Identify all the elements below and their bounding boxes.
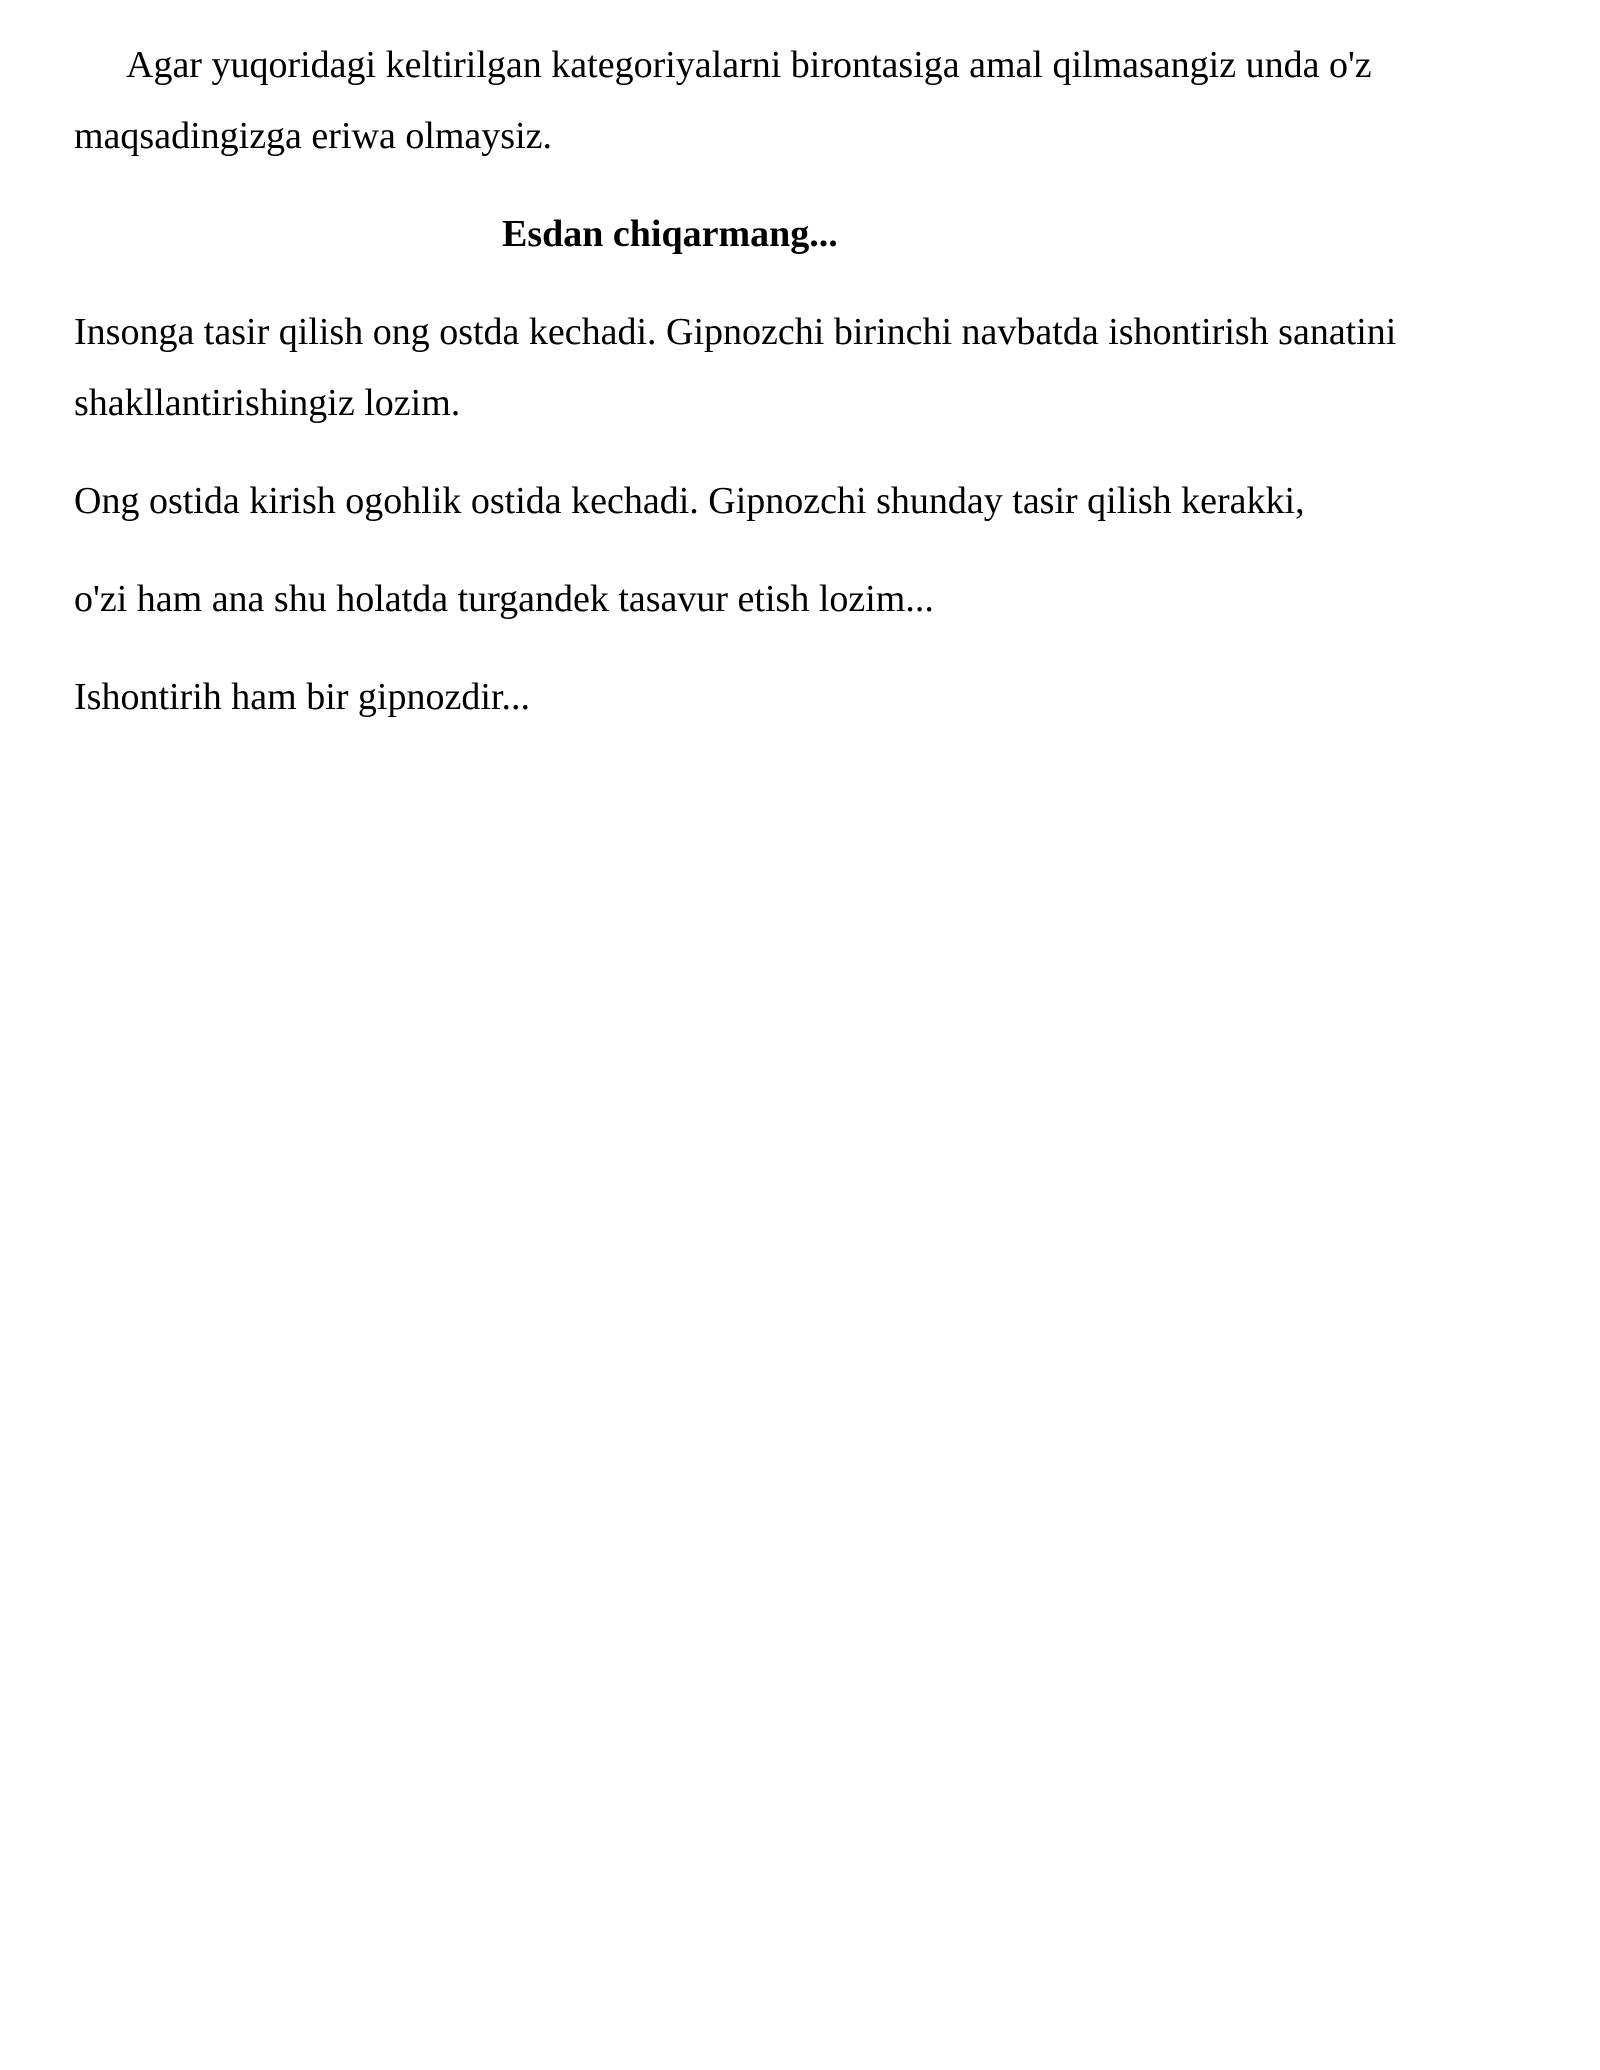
paragraph-2-line-1: Insonga tasir qilish ong ostda kechadi. Gipnozchi birinchi navbatda ishontirish sanatini — [74, 311, 1397, 353]
paragraph-3: Ong ostida kirish ogohlik ostida kechadi. Gipnozchi shunday tasir qilish kerakki, — [74, 480, 1305, 522]
paragraph-2-line-2: shakllantirishingiz lozim. — [74, 382, 461, 424]
paragraph-4: o'zi ham ana shu holatda turgandek tasavur etish lozim... — [74, 578, 934, 620]
paragraph-5: Ishontirih ham bir gipnozdir... — [74, 676, 530, 718]
paragraph-1-line-2: maqsadingizga eriwa olmaysiz. — [74, 115, 553, 157]
section-heading: Esdan chiqarmang... — [502, 213, 838, 255]
paragraph-1-line-1: Agar yuqoridagi keltirilgan kategoriyalarni birontasiga amal qilmasangiz unda o'z — [126, 44, 1372, 86]
